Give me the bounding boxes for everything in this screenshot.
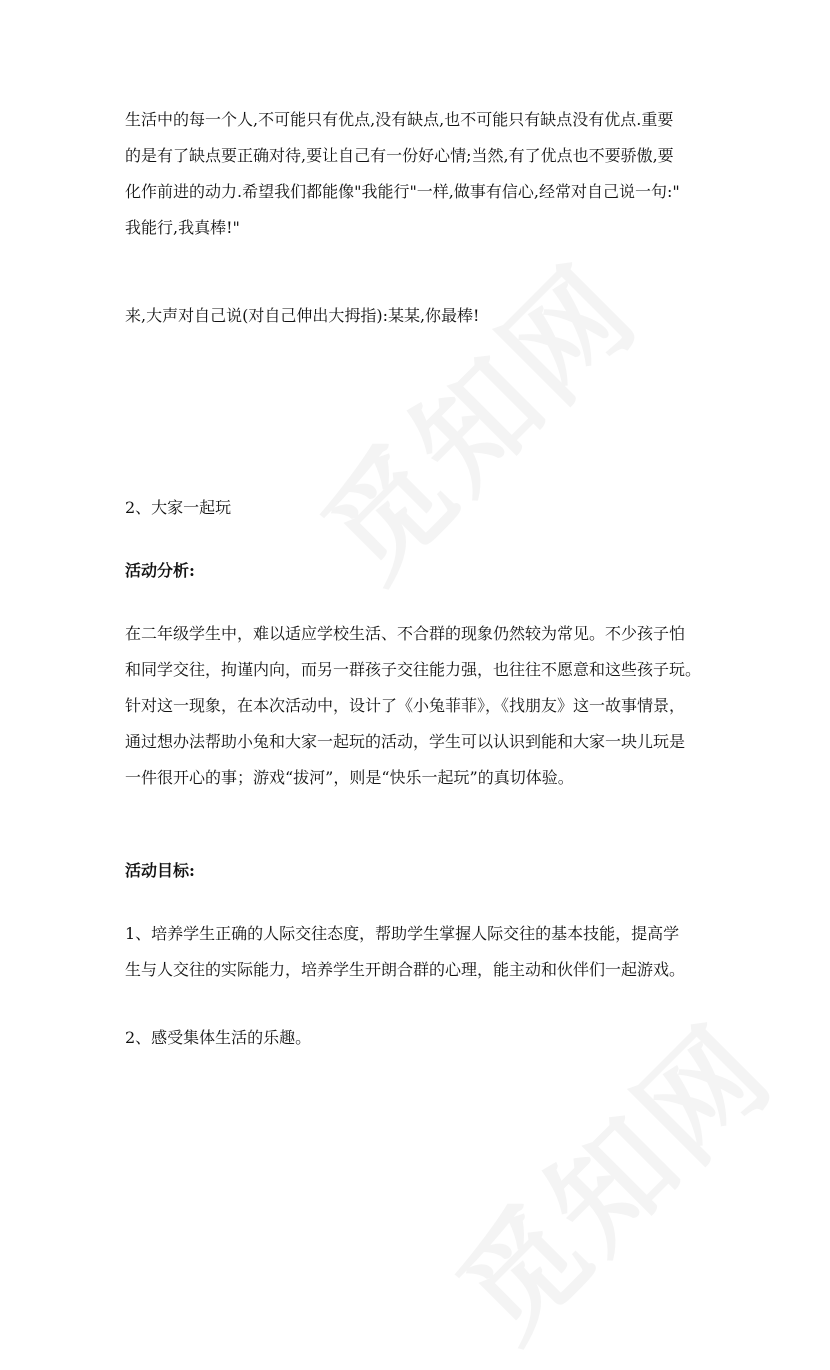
analysis-line: 通过想办法帮助小兔和大家一起玩的活动，学生可以认识到能和大家一块儿玩是 xyxy=(125,732,686,751)
exhort-line: 来,大声对自己说(对自己伸出大拇指):某某,你最棒! xyxy=(125,306,480,325)
section-title-text: 2、大家一起玩 xyxy=(125,498,232,517)
analysis-line: 在二年级学生中，难以适应学校生活、不合群的现象仍然较为常见。不少孩子怕 xyxy=(125,624,686,643)
section-title xyxy=(125,490,715,526)
analysis-heading-text: 活动分析: xyxy=(125,561,195,580)
analysis-line: 一件很开心的事；游戏“拔河”，则是“快乐一起玩”的真切体验。 xyxy=(125,768,574,787)
goals-heading-text: 活动目标: xyxy=(125,861,195,880)
goal-2-line: 2、感受集体生活的乐趣。 xyxy=(125,1028,312,1047)
goal-2-paragraph xyxy=(125,1020,715,1056)
goal-1-line: 1、培养学生正确的人际交往态度，帮助学生掌握人际交往的基本技能，提高学 xyxy=(125,924,680,943)
analysis-paragraph xyxy=(125,616,715,796)
goal-1-line: 生与人交往的实际能力，培养学生开朗合群的心理，能主动和伙伴们一起游戏。 xyxy=(125,960,686,979)
goals-heading xyxy=(125,853,715,889)
goal-1-paragraph xyxy=(125,916,715,988)
intro-paragraph xyxy=(125,102,715,246)
intro-line: 生活中的每一个人,不可能只有优点,没有缺点,也不可能只有缺点没有优点.重要 xyxy=(125,110,674,129)
exhort-paragraph xyxy=(125,298,715,334)
analysis-line: 针对这一现象，在本次活动中，设计了《小兔菲菲》，《找朋友》这一故事情景， xyxy=(125,696,686,715)
analysis-line: 和同学交往，拘谨内向，而另一群孩子交往能力强，也往往不愿意和这些孩子玩。 xyxy=(125,660,702,679)
analysis-heading xyxy=(125,553,715,589)
intro-line: 的是有了缺点要正确对待,要让自己有一份好心情;当然,有了优点也不要骄傲,要 xyxy=(125,146,674,165)
intro-line: 化作前进的动力.希望我们都能像"我能行"一样,做事有信心,经常对自己说一句:" xyxy=(125,182,680,201)
intro-line: 我能行,我真棒!" xyxy=(125,218,240,237)
